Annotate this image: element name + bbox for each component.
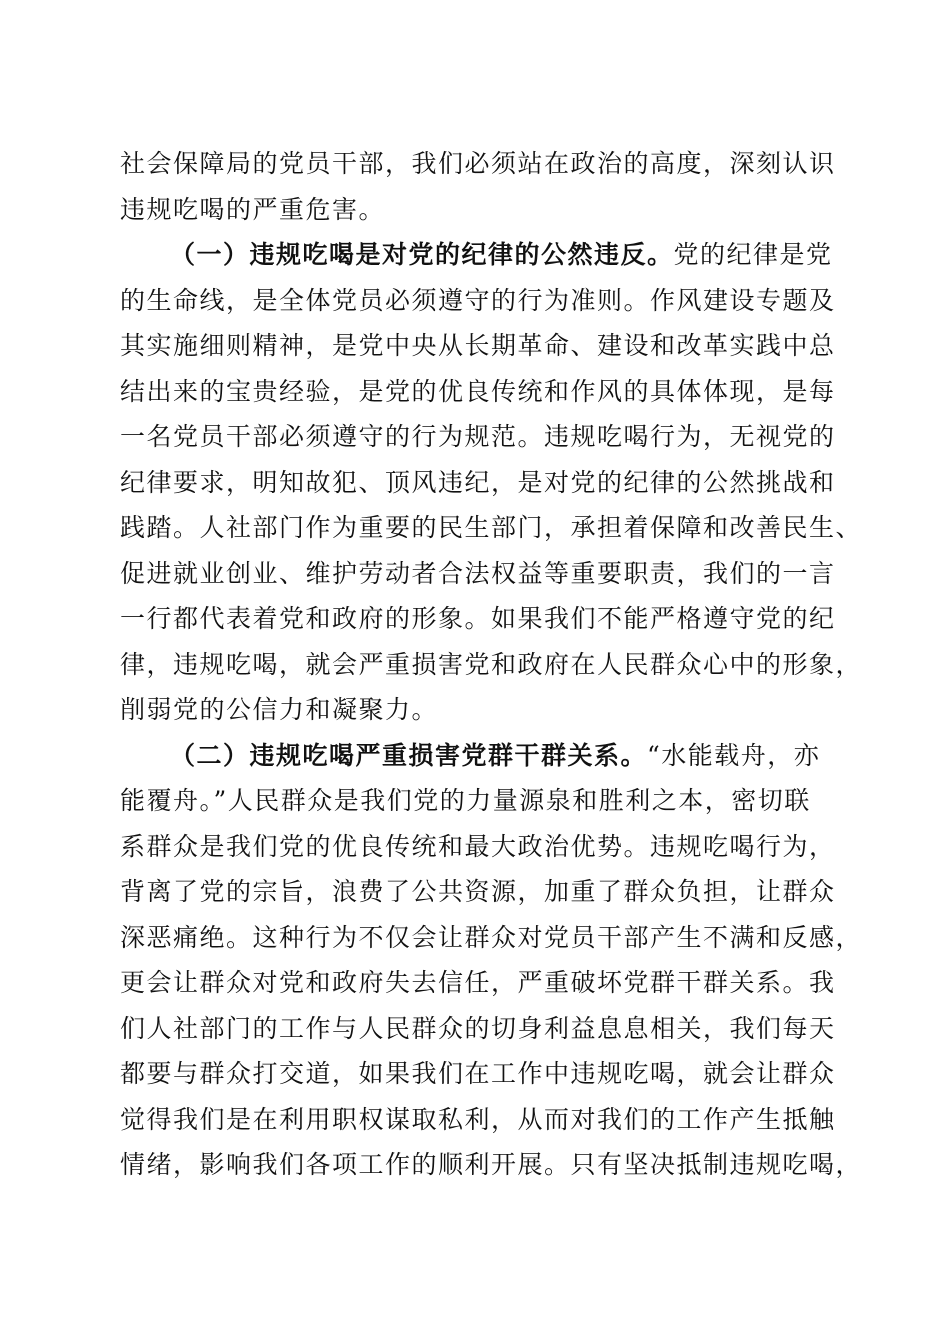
text-line: 结出来的宝贵经验，是党的优良传统和作风的具体体现，是每 (120, 376, 836, 406)
section-heading-line (120, 232, 832, 278)
text-line: 能覆舟。”人民群众是我们党的力量源泉和胜利之本，密切联 (120, 786, 811, 815)
text-line: 违规吃喝的严重危害。 (120, 194, 386, 224)
text-line: 纪律要求，明知故犯、顶风违纪，是对党的纪律的公然挑战和 (120, 467, 836, 497)
text-line: 其实施细则精神，是党中央从长期革命、建设和改革实践中总 (120, 331, 836, 360)
text-line: 一名党员干部必须遵守的行为规范。违规吃喝行为，无视党的 (120, 422, 836, 451)
text-line: 背离了党的宗旨，浪费了公共资源，加重了群众负担，让群众 (120, 877, 836, 906)
text-fragment: “水能载舟，亦 (647, 740, 821, 770)
section-heading-1: （一）违规吃喝是对党的纪律的公然违反。 (170, 240, 674, 269)
text-line: 一行都代表着党和政府的形象。如果我们不能严格遵守党的纪 (120, 604, 836, 633)
text-line: 削弱党的公信力和凝聚力。 (120, 695, 439, 724)
document-body (120, 141, 863, 1188)
text-line: 促进就业创业、维护劳动者合法权益等重要职责，我们的一言 (120, 558, 836, 588)
section-heading-2: （二）违规吃喝严重损害党群干群关系。 (170, 740, 648, 770)
text-line: 的生命线，是全体党员必须遵守的行为准则。作风建设专题及 (120, 285, 836, 315)
text-line: 律，违规吃喝，就会严重损害党和政府在人民群众心中的形象， (120, 649, 863, 679)
text-line: 社会保障局的党员干部，我们必须站在政治的高度，深刻认识 (120, 149, 836, 178)
text-line: 情绪，影响我们各项工作的顺利开展。只有坚决抵制违规吃喝， (120, 1150, 863, 1179)
text-line: 践踏。人社部门作为重要的民生部门，承担着保障和改善民生、 (120, 513, 863, 542)
text-fragment: 党的纪律是党 (673, 240, 833, 269)
text-line: 更会让群众对党和政府失去信任，严重破坏党群干群关系。我 (120, 968, 836, 997)
text-line: 系群众是我们党的优良传统和最大政治优势。违规吃喝行为， (120, 831, 836, 861)
text-line: 深恶痛绝。这种行为不仅会让群众对党员干部产生不满和反感， (120, 922, 863, 952)
text-line: 觉得我们是在利用职权谋取私利，从而对我们的工作产生抵触 (120, 1104, 836, 1134)
text-line: 们人社部门的工作与人民群众的切身利益息息相关，我们每天 (120, 1013, 836, 1043)
text-line: 都要与群众打交道，如果我们在工作中违规吃喝，就会让群众 (120, 1059, 836, 1088)
section-heading-line (120, 733, 832, 779)
